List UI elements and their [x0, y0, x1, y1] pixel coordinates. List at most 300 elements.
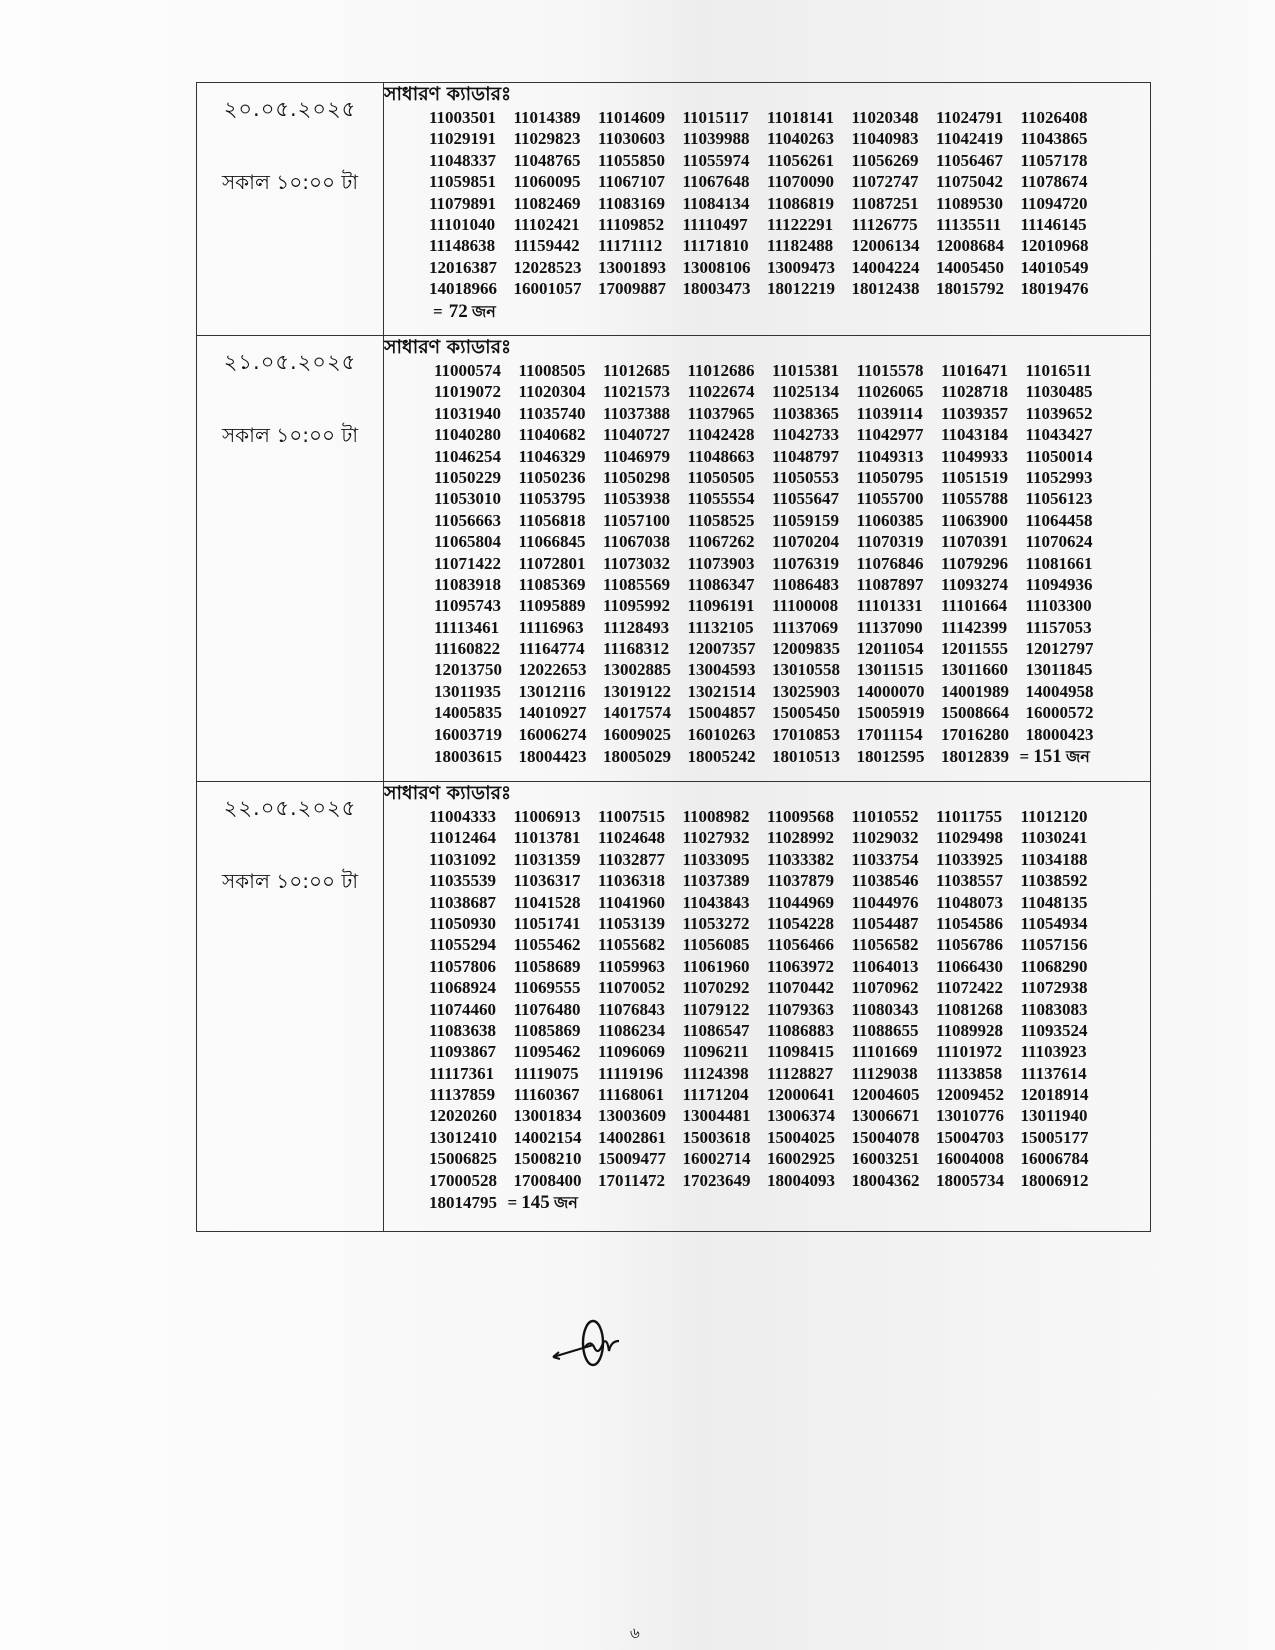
roll-number: 11101331 [856, 596, 923, 616]
roll-number: 11003501 [429, 108, 497, 127]
roll-number: 11033925 [936, 849, 1004, 869]
roll-number: 11040263 [767, 129, 835, 149]
roll-number: 11035539 [429, 871, 497, 891]
roll-number: 13010558 [772, 660, 840, 680]
roll-number-row [429, 977, 1150, 998]
roll-number: 11049933 [941, 446, 1009, 466]
roll-number: 11182488 [767, 236, 834, 256]
roll-number: 17023649 [682, 1170, 751, 1190]
roll-number: 11094936 [1025, 574, 1093, 594]
roll-number: 11070391 [941, 532, 1009, 552]
roll-number: 11078674 [1020, 172, 1088, 192]
roll-number: 13010776 [936, 1106, 1004, 1126]
roll-number: 11051519 [941, 467, 1009, 487]
roll-number: 11095743 [434, 596, 502, 616]
roll-number: 11037388 [603, 403, 671, 423]
exam-time: সকাল ১০:০০ টা [221, 170, 359, 194]
roll-number: 11079891 [429, 193, 497, 213]
roll-number: 18019476 [1020, 279, 1089, 299]
roll-number: 11020304 [518, 382, 586, 402]
schedule-row [197, 336, 1151, 782]
roll-number: 11160367 [513, 1085, 580, 1105]
roll-number-list [384, 360, 1150, 769]
roll-number: 11006913 [513, 807, 581, 826]
roll-number-row [434, 659, 1150, 680]
roll-number: 11137859 [429, 1085, 496, 1105]
roll-number-row [434, 595, 1150, 616]
total-equals: = [433, 301, 443, 321]
roll-number-row [429, 870, 1150, 891]
roll-number: 11056269 [851, 150, 919, 170]
roll-number: 11168312 [603, 639, 670, 659]
roll-number: 11087251 [851, 193, 919, 213]
roll-number: 11020348 [851, 108, 919, 127]
roll-number-row [429, 934, 1150, 955]
roll-number: 15008664 [941, 703, 1009, 723]
roll-number: 11050014 [1025, 446, 1093, 466]
roll-number: 16010263 [687, 724, 756, 744]
roll-number: 11110497 [682, 214, 748, 234]
roll-number: 17009887 [598, 279, 666, 299]
roll-number: 11086347 [687, 574, 755, 594]
total-unit: জন [1065, 747, 1090, 767]
roll-number-row [434, 467, 1150, 488]
roll-number: 11024648 [598, 828, 666, 848]
roll-number: 13006374 [767, 1106, 835, 1126]
roll-number: 12013750 [434, 660, 502, 680]
roll-number-row [429, 892, 1150, 913]
roll-number-row [429, 1041, 1150, 1062]
roll-number: 11057100 [603, 510, 671, 530]
roll-number: 11101040 [429, 214, 496, 234]
roll-number: 11067107 [598, 172, 666, 192]
roll-number: 11137069 [772, 617, 839, 637]
roll-list-cell [384, 83, 1151, 336]
roll-number: 14010549 [1020, 257, 1089, 277]
roll-number-row [429, 150, 1150, 171]
roll-number: 11028992 [767, 828, 835, 848]
roll-number-row [429, 827, 1150, 848]
roll-number: 11095992 [603, 596, 671, 616]
roll-number: 11022674 [687, 382, 755, 402]
roll-number: 11084134 [682, 193, 750, 213]
roll-number: 11132105 [687, 617, 754, 637]
roll-number: 18005734 [936, 1170, 1004, 1190]
roll-number: 11055647 [772, 489, 840, 509]
roll-number: 11080343 [851, 999, 919, 1019]
exam-time: সকাল ১০:০০ টা [221, 423, 359, 447]
roll-number: 11142399 [941, 617, 1008, 637]
roll-number-row [434, 574, 1150, 595]
schedule-row [197, 83, 1151, 336]
roll-number: 11053010 [434, 489, 502, 509]
roll-number: 18004093 [767, 1170, 835, 1190]
roll-number-row [429, 107, 1150, 128]
roll-number: 11042428 [687, 425, 755, 445]
total-line [429, 1191, 1150, 1215]
roll-number: 11074460 [429, 999, 497, 1019]
roll-number: 11071422 [434, 553, 502, 573]
roll-number-row [429, 1170, 1150, 1191]
roll-number: 11101972 [936, 1042, 1003, 1062]
roll-number: 16006274 [518, 724, 587, 744]
roll-number-row [434, 446, 1150, 467]
roll-number: 11083083 [1020, 999, 1088, 1019]
roll-number: 18015792 [936, 279, 1004, 299]
roll-number: 11057178 [1020, 150, 1088, 170]
roll-number: 11041528 [513, 892, 581, 912]
roll-number: 14004958 [1025, 681, 1094, 701]
roll-number: 11034188 [1020, 849, 1088, 869]
total-count: 151 [1033, 746, 1062, 768]
roll-number: 11085869 [513, 1020, 581, 1040]
roll-number: 11037965 [687, 403, 755, 423]
roll-number-row [434, 488, 1150, 509]
roll-number: 11054228 [767, 913, 835, 933]
roll-number: 13021514 [687, 681, 756, 701]
roll-number: 11070624 [1025, 532, 1093, 552]
roll-number: 11117361 [429, 1063, 495, 1083]
roll-number: 13009473 [767, 257, 835, 277]
roll-number-row [434, 617, 1150, 638]
roll-number: 11040280 [434, 425, 502, 445]
roll-number: 13008106 [682, 257, 751, 277]
roll-number: 12006134 [851, 236, 920, 256]
roll-number: 12007357 [687, 639, 756, 659]
roll-number-row [429, 128, 1150, 149]
roll-number: 11116963 [518, 617, 584, 637]
roll-number-row [434, 510, 1150, 531]
roll-number: 11056085 [682, 935, 750, 955]
roll-number: 11039988 [682, 129, 750, 149]
roll-number-row [429, 806, 1150, 827]
roll-number-row [429, 956, 1150, 977]
roll-number: 11085569 [603, 574, 671, 594]
roll-number: 11054586 [936, 913, 1004, 933]
roll-number: 11128827 [767, 1063, 834, 1083]
roll-number: 11057806 [429, 956, 497, 976]
roll-number: 11079363 [767, 999, 835, 1019]
roll-number: 17010853 [772, 724, 840, 744]
roll-number: 11055850 [598, 150, 666, 170]
roll-number: 11072422 [936, 978, 1004, 998]
roll-number: 11095889 [518, 596, 586, 616]
roll-number: 15005177 [1020, 1127, 1089, 1147]
roll-number: 11171810 [682, 236, 749, 256]
roll-number: 14018966 [429, 279, 497, 299]
roll-number: 11082469 [513, 193, 581, 213]
total-unit: জন [553, 1193, 578, 1213]
roll-number: 11055554 [687, 489, 755, 509]
roll-number: 11072747 [851, 172, 919, 192]
roll-number: 11029191 [429, 129, 497, 149]
roll-number: 11041960 [598, 892, 666, 912]
roll-number: 11079122 [682, 999, 750, 1019]
roll-number-row [429, 1020, 1150, 1041]
roll-number: 11055462 [513, 935, 581, 955]
roll-number: 12022653 [518, 660, 587, 680]
roll-number: 11058689 [513, 956, 581, 976]
roll-number: 12011555 [941, 639, 1009, 659]
roll-number: 11093867 [429, 1042, 497, 1062]
roll-number: 17008400 [513, 1170, 582, 1190]
roll-number: 11044976 [851, 892, 919, 912]
date-time-cell [197, 336, 384, 782]
roll-number: 11052993 [1025, 467, 1093, 487]
roll-number: 11014389 [513, 108, 581, 127]
roll-number: 11037389 [682, 871, 750, 891]
roll-number: 11030241 [1020, 828, 1088, 848]
roll-number: 11031359 [513, 849, 581, 869]
roll-number: 16000572 [1025, 703, 1094, 723]
roll-number: 11119196 [598, 1063, 664, 1083]
roll-number: 11050553 [772, 467, 840, 487]
roll-number: 11133858 [936, 1063, 1003, 1083]
roll-number: 11044969 [767, 892, 835, 912]
roll-number: 11012120 [1020, 807, 1088, 826]
roll-number: 11070442 [767, 978, 835, 998]
roll-number: 18014795 [429, 1193, 497, 1213]
roll-number: 11063900 [941, 510, 1009, 530]
roll-number: 11075042 [936, 172, 1004, 192]
roll-number-row [434, 424, 1150, 445]
roll-number: 11050229 [434, 467, 502, 487]
roll-number: 11103300 [1025, 596, 1092, 616]
roll-number: 12028523 [513, 257, 582, 277]
roll-number: 11067262 [687, 532, 755, 552]
roll-number: 11040727 [603, 425, 671, 445]
roll-number: 14010927 [518, 703, 587, 723]
roll-number-row [429, 1084, 1150, 1105]
roll-number: 11019072 [434, 382, 502, 402]
roll-number: 11030603 [598, 129, 666, 149]
roll-number: 11024791 [936, 108, 1004, 127]
roll-number: 11070052 [598, 978, 666, 998]
roll-number: 11055788 [941, 489, 1009, 509]
roll-list-cell [384, 336, 1151, 782]
roll-number: 11053938 [603, 489, 671, 509]
roll-number: 11101664 [941, 596, 1008, 616]
roll-number: 11055974 [682, 150, 750, 170]
exam-date: ২০.০৫.২০২৫ [223, 97, 357, 121]
roll-number: 11093274 [941, 574, 1009, 594]
roll-number: 11059963 [598, 956, 666, 976]
roll-number: 11171204 [682, 1085, 749, 1105]
roll-number: 11073032 [603, 553, 671, 573]
roll-number: 11096211 [682, 1042, 749, 1062]
roll-number: 11076319 [772, 553, 840, 573]
roll-number: 11055294 [429, 935, 497, 955]
roll-number: 11012685 [603, 361, 671, 380]
roll-number: 11039357 [941, 403, 1009, 423]
roll-number: 16002925 [767, 1149, 835, 1169]
roll-list-cell [384, 782, 1151, 1232]
roll-number: 11070319 [856, 532, 924, 552]
roll-number: 11029498 [936, 828, 1004, 848]
roll-number: 11059159 [772, 510, 840, 530]
roll-number: 11053795 [518, 489, 586, 509]
roll-number: 18004362 [851, 1170, 920, 1190]
roll-number: 11070962 [851, 978, 919, 998]
roll-number: 11060095 [513, 172, 581, 192]
roll-number: 13001893 [598, 257, 666, 277]
roll-number: 17000528 [429, 1170, 497, 1190]
roll-number: 11070204 [772, 532, 840, 552]
roll-number: 11060385 [856, 510, 924, 530]
roll-number: 18012438 [851, 279, 920, 299]
roll-number-row [434, 531, 1150, 552]
roll-number: 11039652 [1025, 403, 1093, 423]
roll-number: 11043865 [1020, 129, 1088, 149]
roll-number: 11008982 [682, 807, 750, 826]
roll-number: 11025134 [772, 382, 840, 402]
roll-number: 11160822 [434, 639, 501, 659]
roll-number: 11033095 [682, 849, 750, 869]
roll-number: 11016471 [941, 361, 1009, 380]
roll-number-row [429, 214, 1150, 235]
roll-number: 11146145 [1020, 214, 1087, 234]
roll-number: 11076846 [856, 553, 924, 573]
roll-number: 11083638 [429, 1020, 497, 1040]
exam-date: ২১.০৫.২০২৫ [223, 350, 357, 374]
roll-number: 11067038 [603, 532, 671, 552]
roll-number-row [429, 235, 1150, 256]
roll-number: 11050930 [429, 913, 497, 933]
roll-number: 11056123 [1025, 489, 1093, 509]
roll-number: 11008505 [518, 361, 586, 380]
total-unit: জন [471, 301, 496, 321]
roll-number: 11055682 [598, 935, 666, 955]
date-time-cell [197, 782, 384, 1232]
roll-number: 11038687 [429, 892, 497, 912]
roll-number-list [384, 806, 1150, 1215]
roll-number: 11086234 [598, 1020, 666, 1040]
roll-number: 11021573 [603, 382, 671, 402]
roll-number: 17011154 [856, 724, 923, 744]
roll-number: 11048337 [429, 150, 497, 170]
roll-number: 11087897 [856, 574, 924, 594]
roll-number: 14002861 [598, 1127, 666, 1147]
roll-number: 11094720 [1020, 193, 1088, 213]
roll-number: 11159442 [513, 236, 580, 256]
roll-number: 18010513 [772, 747, 840, 767]
roll-number: 15004025 [767, 1127, 835, 1147]
roll-number: 15006825 [429, 1149, 497, 1169]
roll-number: 11113461 [434, 617, 500, 637]
roll-number: 11033754 [851, 849, 919, 869]
roll-number: 14000070 [856, 681, 925, 701]
roll-number: 13001834 [513, 1106, 582, 1126]
roll-number: 11000574 [434, 361, 502, 380]
roll-number: 11042977 [856, 425, 924, 445]
roll-number: 11032877 [598, 849, 666, 869]
roll-number: 14017574 [603, 703, 671, 723]
roll-number: 11039114 [856, 403, 923, 423]
roll-number: 11102421 [513, 214, 580, 234]
roll-number: 16003719 [434, 724, 502, 744]
roll-number: 11085369 [518, 574, 586, 594]
roll-number-row [434, 702, 1150, 723]
roll-number: 11012686 [687, 361, 755, 380]
roll-number: 16002714 [682, 1149, 751, 1169]
roll-number: 12011054 [856, 639, 924, 659]
roll-number: 11054934 [1020, 913, 1088, 933]
roll-number: 18005242 [687, 747, 756, 767]
roll-number: 11046254 [434, 446, 502, 466]
roll-number: 11016511 [1025, 361, 1092, 380]
roll-number: 14005450 [936, 257, 1004, 277]
roll-number: 11056467 [936, 150, 1004, 170]
roll-number: 14004224 [851, 257, 920, 277]
roll-number: 11128493 [603, 617, 670, 637]
exam-time: সকাল ১০:০০ টা [221, 869, 359, 893]
roll-number: 11068290 [1020, 956, 1088, 976]
page-number: ৬ [630, 1624, 640, 1642]
roll-number: 11015381 [772, 361, 840, 380]
roll-number: 11036318 [598, 871, 666, 891]
total-count: 72 [448, 300, 468, 322]
roll-number: 11129038 [851, 1063, 918, 1083]
roll-number: 11096069 [598, 1042, 666, 1062]
roll-number: 11066430 [936, 956, 1004, 976]
roll-number: 17011472 [598, 1170, 666, 1190]
roll-number: 13019122 [603, 681, 671, 701]
roll-number: 11056582 [851, 935, 919, 955]
roll-number: 11164774 [518, 639, 585, 659]
roll-number: 11030485 [1025, 382, 1093, 402]
roll-number: 18012839 [941, 747, 1009, 767]
exam-schedule-table [196, 82, 1151, 1232]
roll-number: 12009452 [936, 1085, 1004, 1105]
roll-number: 11095462 [513, 1042, 581, 1062]
roll-number: 11036317 [513, 871, 581, 891]
roll-number: 11066845 [518, 532, 586, 552]
roll-number: 11040682 [518, 425, 586, 445]
total-equals: = [1019, 747, 1030, 767]
roll-number-row [429, 171, 1150, 192]
roll-number: 11081268 [936, 999, 1004, 1019]
roll-number: 11067648 [682, 172, 750, 192]
roll-number-row [434, 638, 1150, 659]
roll-number: 18006912 [1020, 1170, 1089, 1190]
roll-number-row [429, 257, 1150, 278]
roll-number: 11056786 [936, 935, 1004, 955]
roll-number: 11076843 [598, 999, 666, 1019]
roll-number: 15009477 [598, 1149, 666, 1169]
roll-number: 16004008 [936, 1149, 1004, 1169]
roll-number-row [434, 381, 1150, 402]
date-time-cell [197, 83, 384, 336]
roll-number-row [429, 999, 1150, 1020]
roll-number: 11048765 [513, 150, 581, 170]
roll-number: 15005919 [856, 703, 925, 723]
roll-number: 11096191 [687, 596, 755, 616]
roll-number: 16009025 [603, 724, 671, 744]
roll-number: 14002154 [513, 1127, 582, 1147]
roll-number: 11122291 [767, 214, 834, 234]
roll-number: 11064458 [1025, 510, 1093, 530]
roll-number: 11033382 [767, 849, 835, 869]
roll-number: 11059851 [429, 172, 497, 192]
roll-number: 11072938 [1020, 978, 1088, 998]
roll-number: 13012410 [429, 1127, 497, 1147]
roll-number: 11015578 [856, 361, 924, 380]
roll-number: 11119075 [513, 1063, 579, 1083]
roll-number: 11009568 [767, 807, 835, 826]
roll-number: 11012464 [429, 828, 497, 848]
roll-number: 11050298 [603, 467, 671, 487]
roll-number: 12004605 [851, 1085, 920, 1105]
